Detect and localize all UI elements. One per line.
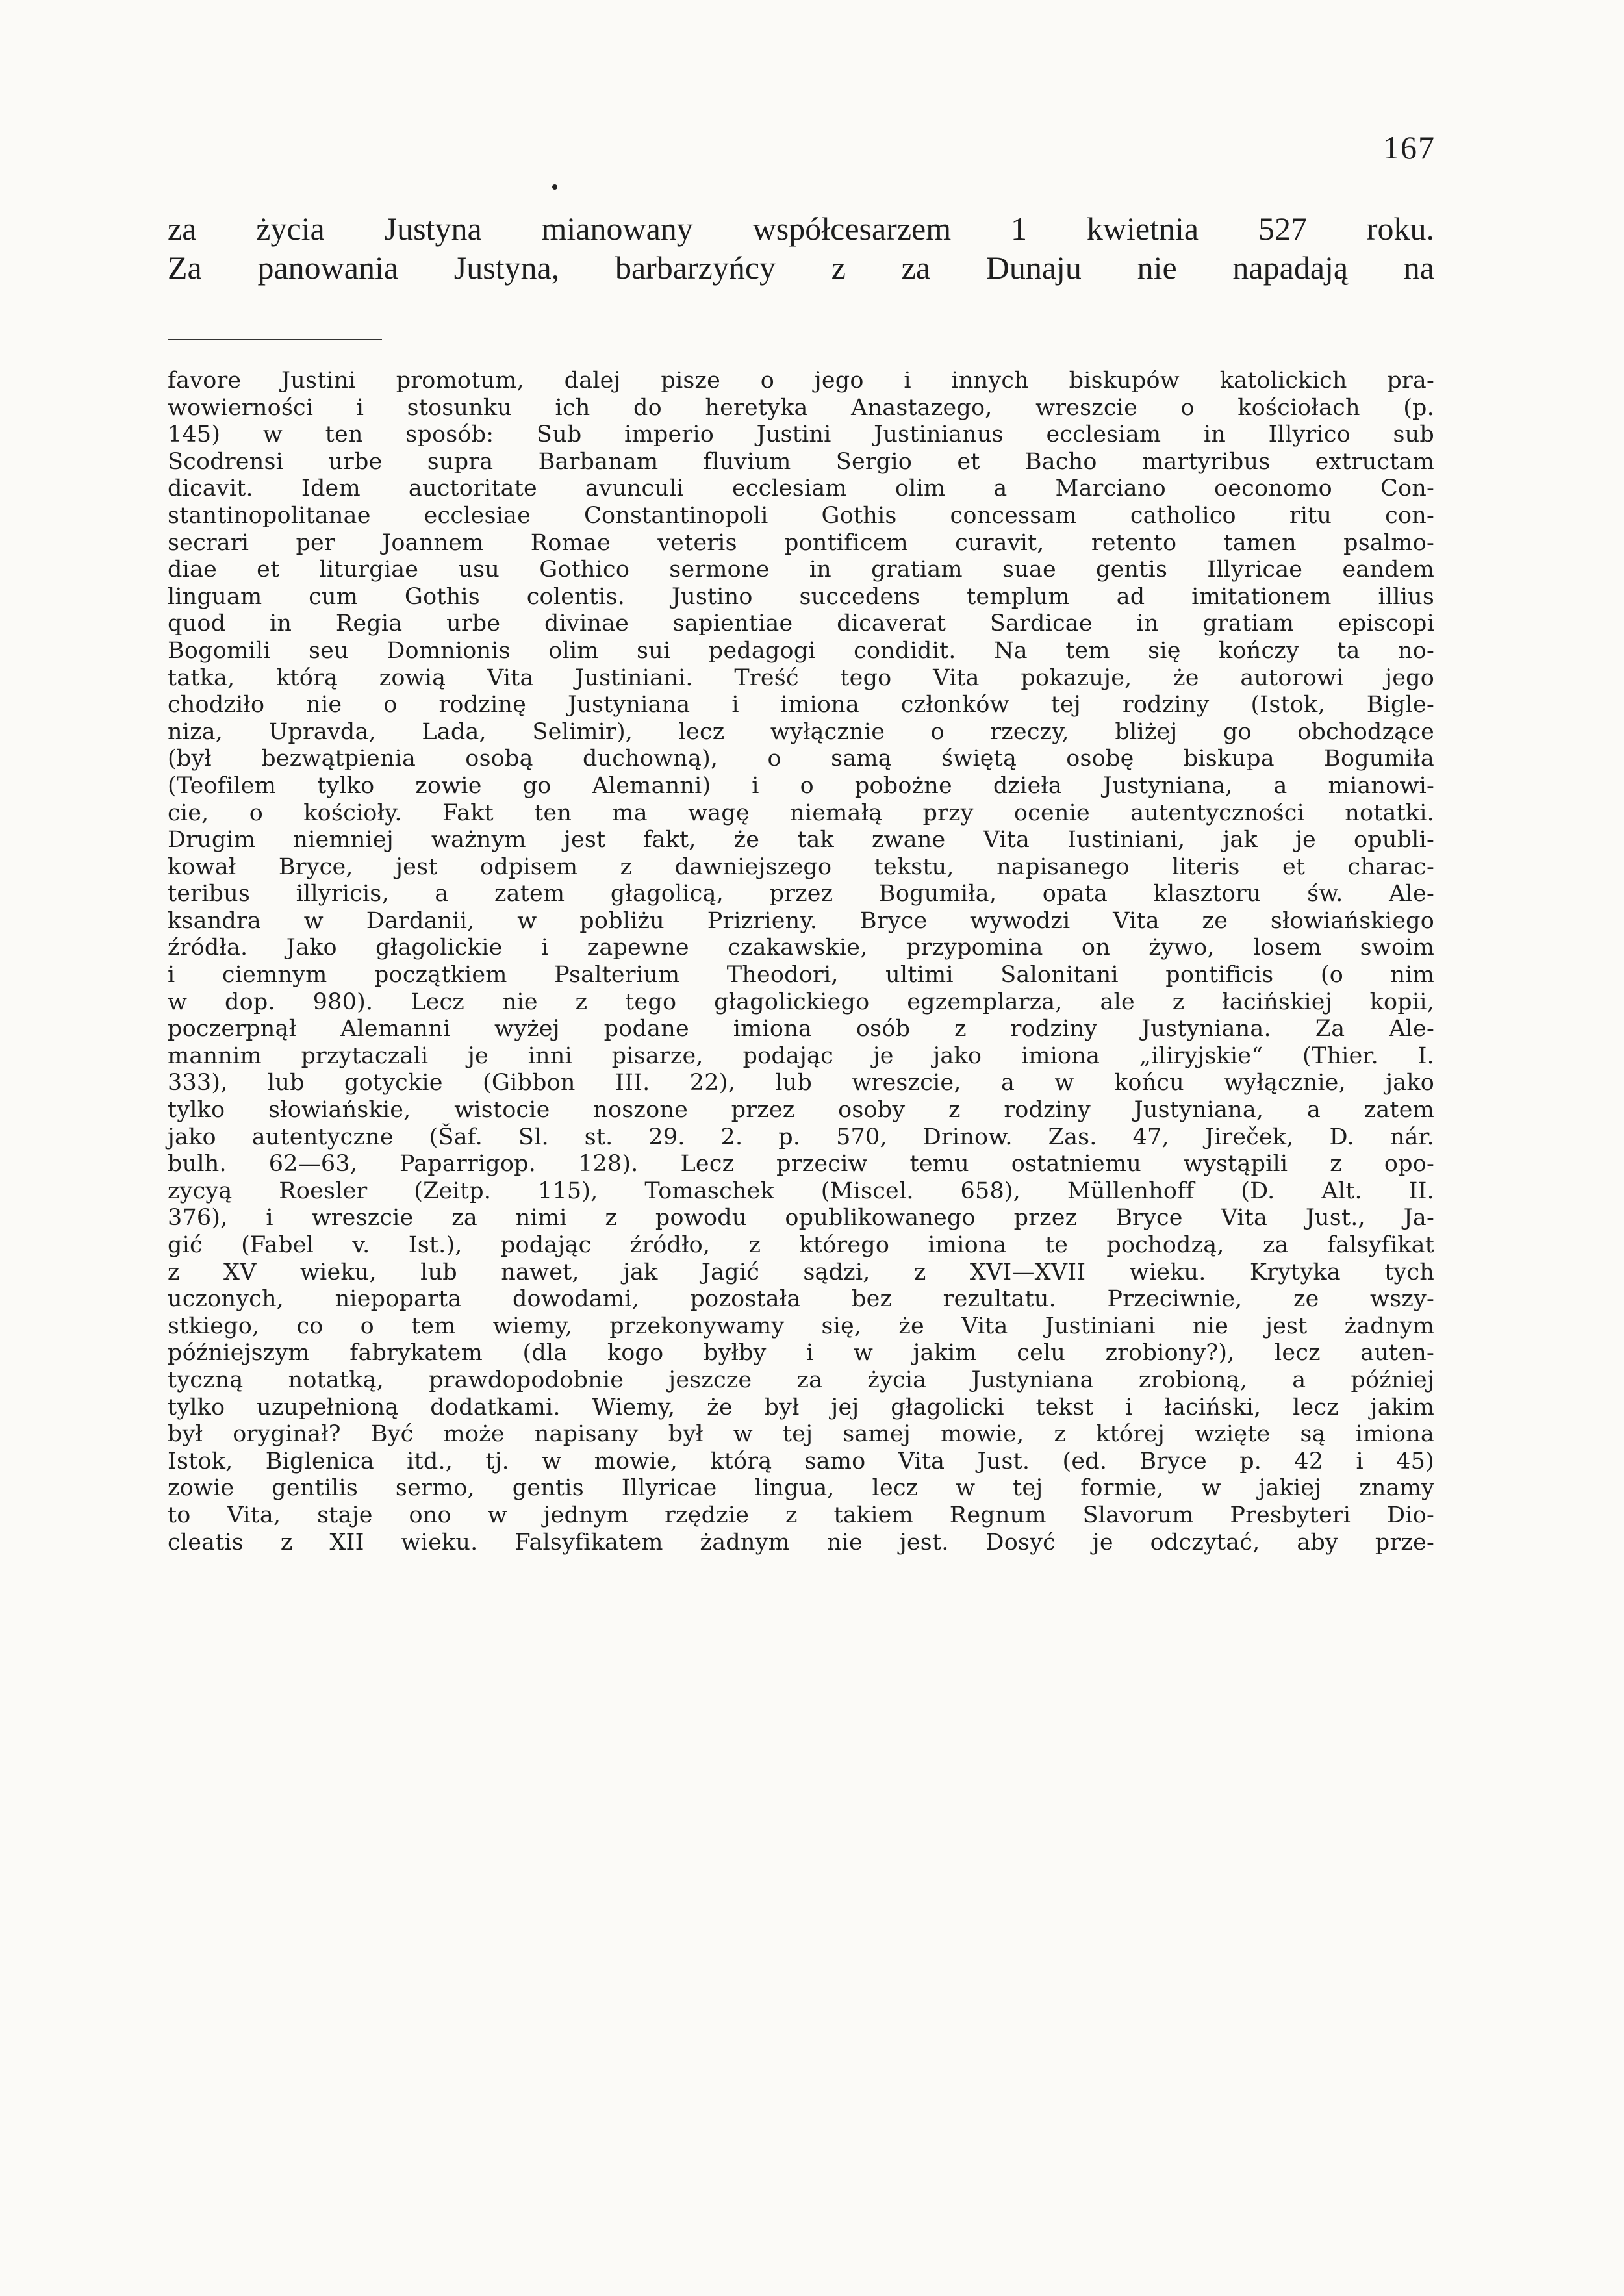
footnote-line: (Teofilem tylko zowie go Alemanni) i o pobożne dzieła Justyniana, a mianowi- xyxy=(168,772,1434,799)
footnote-line: to Vita, staje ono w jednym rzędzie z takiem Regnum Slavorum Presbyteri Dio- xyxy=(168,1502,1434,1528)
footnote-line: uczonych, niepoparta dowodami, pozostała bez rezultatu. Przeciwnie, ze wszy- xyxy=(168,1286,1434,1313)
footnote-line: gić (Fabel v. Ist.), podając źródło, z którego imiona te pochodzą, za falsyfikat xyxy=(168,1232,1434,1258)
footnote-line: i ciemnym początkiem Psalterium Theodori, ultimi Salonitani pontificis (o nim xyxy=(168,962,1434,989)
footnote-line: ksandra w Dardanii, w pobliżu Prizrieny. Bryce wywodzi Vita ze słowiańskiego xyxy=(168,907,1434,934)
footnote-line: favore Justini promotum, dalej pisze o jego i innych biskupów katolickich pra- xyxy=(168,368,1434,394)
footnote-line: niza, Upravda, Lada, Selimir), lecz wyłącznie o rzeczy, bliżej go obchodzące xyxy=(168,718,1434,745)
footnote-line: cleatis z XII wieku. Falsyfikatem żadnym nie jest. Dosyć je odczytać, aby prze- xyxy=(168,1529,1434,1556)
footnote-line: Scodrensi urbe supra Barbanam fluvium Sergio et Bacho martyribus extructam xyxy=(168,448,1434,475)
footnote-line: stantinopolitanae ecclesiae Constantinopoli Gothis concessam catholico ritu con- xyxy=(168,502,1434,529)
footnote-line: zycyą Roesler (Zeitp. 115), Tomaschek (Miscel. 658), Müllenhoff (D. Alt. II. xyxy=(168,1178,1434,1204)
footnote-line: dicavit. Idem auctoritate avunculi ecclesiam olim a Marciano oeconomo Con- xyxy=(168,475,1434,502)
footnote-line: z XV wieku, lub nawet, jak Jagić sądzi, z XVI—XVII wieku. Krytyka tych xyxy=(168,1259,1434,1285)
footnote-line: tylko uzupełnioną dodatkami. Wiemy, że był jej głagolicki tekst i łaciński, lecz jakim xyxy=(168,1394,1434,1420)
footnote-line: Bogomili seu Domnionis olim sui pedagogi condidit. Na tem się kończy ta no- xyxy=(168,637,1434,664)
ink-speck xyxy=(552,184,557,190)
footnote-line: Drugim niemniej ważnym jest fakt, że tak zwane Vita Iustiniani, jak je opubli- xyxy=(168,827,1434,853)
footnote-line: secrari per Joannem Romae veteris pontificem curavit, retento tamen psalmo- xyxy=(168,529,1434,556)
footnote-line: stkiego, co o tem wiemy, przekonywamy się, że Vita Justiniani nie jest żadnym xyxy=(168,1313,1434,1339)
footnote-line: bulh. 62—63, Paparrigop. 128). Lecz przeciw temu ostatniemu wystąpili z opo- xyxy=(168,1151,1434,1178)
footnote-line: cie, o kościoły. Fakt ten ma wagę niemałą przy ocenie autentyczności notatki. xyxy=(168,800,1434,826)
footnote-line: zowie gentilis sermo, gentis Illyricae lingua, lecz w tej formie, w jakiej znamy xyxy=(168,1475,1434,1502)
footnote-line: w dop. 980). Lecz nie z tego głagolickiego egzemplarza, ale z łacińskiej kopii, xyxy=(168,989,1434,1015)
footnote-line: mannim przytaczali je inni pisarze, podając je jako imiona „iliryjskie“ (Thier. I. xyxy=(168,1042,1434,1069)
footnote-line: tatka, którą zowią Vita Justiniani. Treść tego Vita pokazuje, że autorowi jego xyxy=(168,664,1434,691)
footnote-line: chodziło nie o rodzinę Justyniana i imiona członków tej rodziny (Istok, Bigle- xyxy=(168,692,1434,718)
footnote-line: teribus illyricis, a zatem głagolicą, przez Bogumiła, opata klasztoru św. Ale- xyxy=(168,881,1434,907)
footnote-line: 145) w ten sposób: Sub imperio Justini Justinianus ecclesiam in Illyrico sub xyxy=(168,422,1434,448)
footnote-line: Istok, Biglenica itd., tj. w mowie, którą samo Vita Just. (ed. Bryce p. 42 i 45) xyxy=(168,1448,1434,1474)
footnote-line: tylko słowiańskie, wistocie noszone przez osoby z rodziny Justyniana, a zatem xyxy=(168,1097,1434,1124)
footnote-line: późniejszym fabrykatem (dla kogo byłby i w jakim celu zrobiony?), lecz auten- xyxy=(168,1340,1434,1367)
main-text xyxy=(168,209,1434,287)
footnote-line: źródła. Jako głagolickie i zapewne czakawskie, przypomina on żywo, losem swoim xyxy=(168,935,1434,961)
footnote xyxy=(168,368,1434,1556)
footnote-line: był oryginał? Być może napisany był w tej samej mowie, z której wzięte są imiona xyxy=(168,1421,1434,1448)
footnote-line: tyczną notatką, prawdopodobnie jeszcze za życia Justyniana zrobioną, a później xyxy=(168,1367,1434,1393)
footnote-line: 376), i wreszcie za nimi z powodu opublikowanego przez Bryce Vita Just., Ja- xyxy=(168,1205,1434,1231)
footnote-line: kował Bryce, jest odpisem z dawniejszego tekstu, napisanego literis et charac- xyxy=(168,853,1434,880)
footnote-line: (był bezwątpienia osobą duchowną), o samą świętą osobę biskupa Bogumiła xyxy=(168,746,1434,772)
footnote-line: quod in Regia urbe divinae sapientiae dicaverat Sardicae in gratiam episcopi xyxy=(168,611,1434,637)
footnote-line: poczerpnął Alemanni wyżej podane imiona osób z rodziny Justyniana. Za Ale- xyxy=(168,1016,1434,1042)
footnote-separator xyxy=(168,339,382,340)
footnote-line: linguam cum Gothis colentis. Justino succedens templum ad imitationem illius xyxy=(168,583,1434,610)
footnote-line: 333), lub gotyckie (Gibbon III. 22), lub wreszcie, a w końcu wyłącznie, jako xyxy=(168,1070,1434,1096)
footnote-line: jako autentyczne (Šaf. Sl. st. 29. 2. p. 570, Drinow. Zas. 47, Jireček, D. nár. xyxy=(168,1124,1434,1150)
footnote-line: wowierności i stosunku ich do heretyka Anastazego, wreszcie o kościołach (p. xyxy=(168,394,1434,421)
page-number: 167 xyxy=(1383,129,1436,166)
footnote-line: diae et liturgiae usu Gothico sermone in gratiam suae gentis Illyricae eandem xyxy=(168,557,1434,583)
body-line: za życia Justyna mianowany współcesarzem 1 kwietnia 527 roku. xyxy=(168,210,1434,247)
body-line: Za panowania Justyna, barbarzyńcy z za Dunaju nie napadają na xyxy=(168,249,1434,286)
